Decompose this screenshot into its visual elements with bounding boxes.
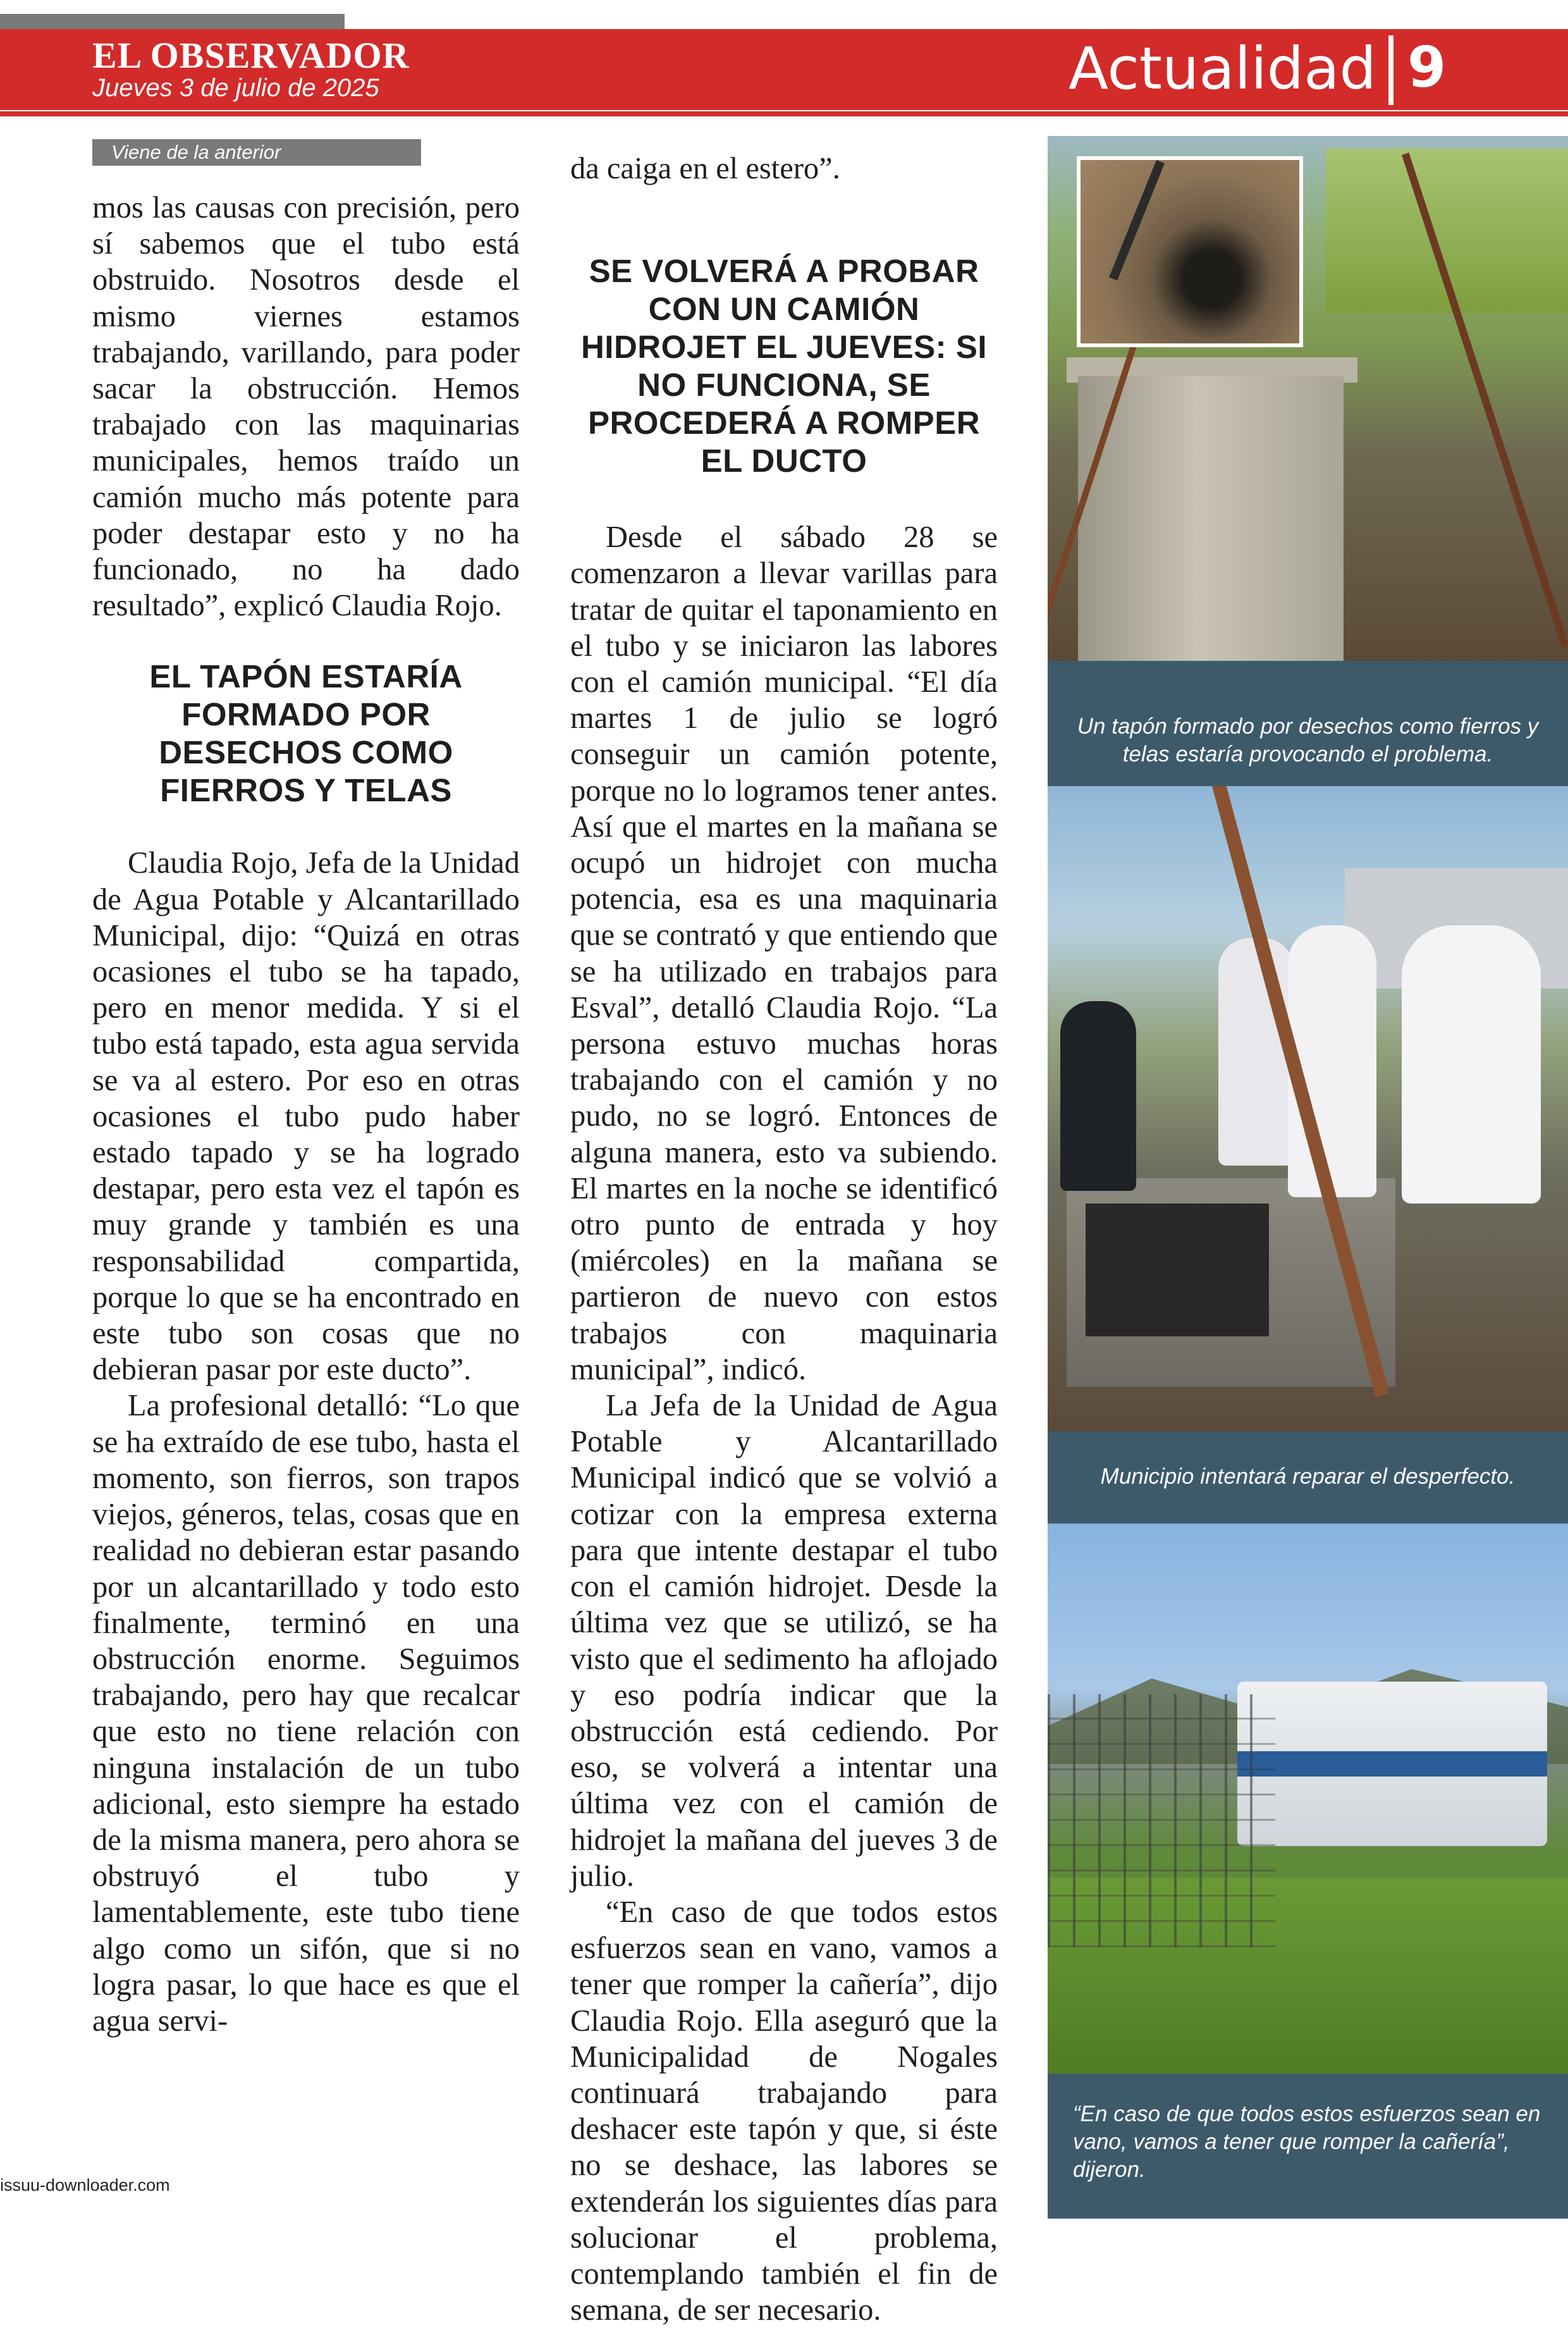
subheading: SE VOLVERÁ A PROBAR CON UN CAMIÓN HIDROJET EL JUEVES: SI NO FUNCIONA, SE PROCEDERÁ A ROMPER EL DUCTO [580, 253, 988, 479]
photo-worker [1402, 925, 1541, 1204]
header-rule [0, 111, 1568, 116]
photo-hose [1109, 160, 1165, 281]
caption-box [1048, 2074, 1568, 2219]
photo-caption: Un tapón formado por desechos como fierros y telas estaría provocando el problema. [1077, 714, 1539, 767]
paragraph: La Jefa de la Unidad de Agua Potable y Alcantarillado Municipal indicó que se volvió a cotizar con la empresa externa para que intente destapar el tubo con el camión hidrojet. Desde la última vez que se utilizó, se ha visto que el sedimento ha aflojado y eso podría indicar que la obstrucción está cediendo. Por eso, se volverá a intentar una última vez con el camión de hidrojet la mañana del jueves 3 de julio. [570, 1389, 998, 1893]
article-column-1 [92, 190, 520, 2039]
photo-inset-obstruction [1077, 156, 1303, 347]
photo-caption: Municipio intentará reparar el desperfecto. [1100, 1464, 1516, 1489]
photo-truck-stripe [1237, 1751, 1547, 1777]
header-grey-strip [0, 14, 345, 29]
photo-fence [1048, 1694, 1275, 1947]
continued-from-label: Viene de la anterior [111, 141, 281, 163]
photo-concrete-wall [1078, 376, 1344, 661]
photo-caption: “En caso de que todos estos esfuerzos sean en vano, vamos a tener que romper la cañería”, dijeron. [1073, 2102, 1541, 2182]
paragraph: La profesional detalló: “Lo que se ha extraído de ese tubo, hasta el momento, son fierros, son trapos viejos, géneros, telas, cosas que en realidad no debieran estar pasando por un alcantarillado y todo esto finalmente, terminó en una obstrucción enorme. Seguimos trabajando, pero hay que recalcar que esto no tiene relación con ninguna instalación de un tubo adicional, esto siempre ha estado de la misma manera, pero ahora se obstruyó el tubo y lamentablemente, este tubo tiene algo como un sifón, que si no logra pasar, lo que hace es que el agua servi- [92, 1389, 520, 2038]
subheading: EL TAPÓN ESTARÍA FORMADO POR DESECHOS COMO FIERROS Y TELAS [149, 658, 463, 809]
photo-hole [1086, 1204, 1269, 1336]
caption-box [1048, 661, 1568, 786]
masthead: EL OBSERVADOR [92, 35, 410, 76]
header-separator [1388, 35, 1393, 105]
photo-worker [1288, 925, 1376, 1197]
source-watermark: issuu-downloader.com [0, 2176, 170, 2195]
paragraph: “En caso de que todos estos esfuerzos sean en vano, vamos a tener que romper la cañería”, dijo Claudia Rojo. Ella aseguró que la Municipalidad de Nogales continuará trabajando para deshacer este tapón y que, si éste no se deshace, las labores se extenderán los siguientes días para solucionar el problema, contemplando también el fin de semana, de ser necesario. [570, 1895, 998, 2327]
photo-sewer-box [1048, 136, 1568, 661]
caption-box [1048, 1431, 1568, 1524]
article-column-2 [570, 151, 998, 2328]
page-number: 9 [1407, 35, 1447, 100]
paragraph: Claudia Rojo, Jefa de la Unidad de Agua Potable y Alcantarillado Municipal, dijo: “Quizá en otras ocasiones el tubo se ha tapado, pero en menor medida. Y si el tubo está tapado, esta agua servida se va al estero. Por eso en otras ocasiones el tubo pudo haber estado tapado y se ha logrado destapar, pero esta vez el tapón es muy grande y también es una responsabilidad compartida, porque lo que se ha encontrado en este tubo son cosas que no debieran pasar por este ducto”. [92, 846, 520, 1387]
paragraph: mos las causas con precisión, pero sí sabemos que el tubo está obstruido. Nosotros desde el mismo viernes estamos trabajando, varillando, para poder sacar la obstrucción. Hemos trabajado con las maquinarias municipales, hemos traído un camión mucho más potente para poder destapar esto y no ha funcionado, no ha dado resultado”, explicó Claudia Rojo. [92, 191, 520, 623]
paragraph: Desde el sábado 28 se comenzaron a llevar varillas para tratar de quitar el taponamiento en el tubo y se iniciaron las labores con el camión municipal. “El día martes 1 de julio se logró conseguir un camión potente, porque no lo logramos tener antes. Así que el martes en la mañana se ocupó un hidrojet con mucha potencia, esa es una maquinaria que se contrató y que entiendo que se ha utilizado en trabajos para Esval”, detalló Claudia Rojo. “La persona estuvo muchas horas trabajando con el camión y no pudo, no se logró. Entonces de alguna manera, esto va subiendo. El martes en la noche se identificó otro punto de entrada y hoy (miércoles) en la mañana se partieron de nuevo con estos trabajos con maquinaria municipal”, indicó. [570, 520, 998, 1386]
paragraph: da caiga en el estero”. [570, 152, 840, 185]
photo-workers [1048, 786, 1568, 1431]
photo-worker [1060, 1001, 1136, 1191]
section-title: Actualidad [1069, 35, 1376, 102]
publication-date: Jueves 3 de julio de 2025 [92, 74, 379, 102]
photo-hidrojet-truck [1048, 1524, 1568, 2074]
